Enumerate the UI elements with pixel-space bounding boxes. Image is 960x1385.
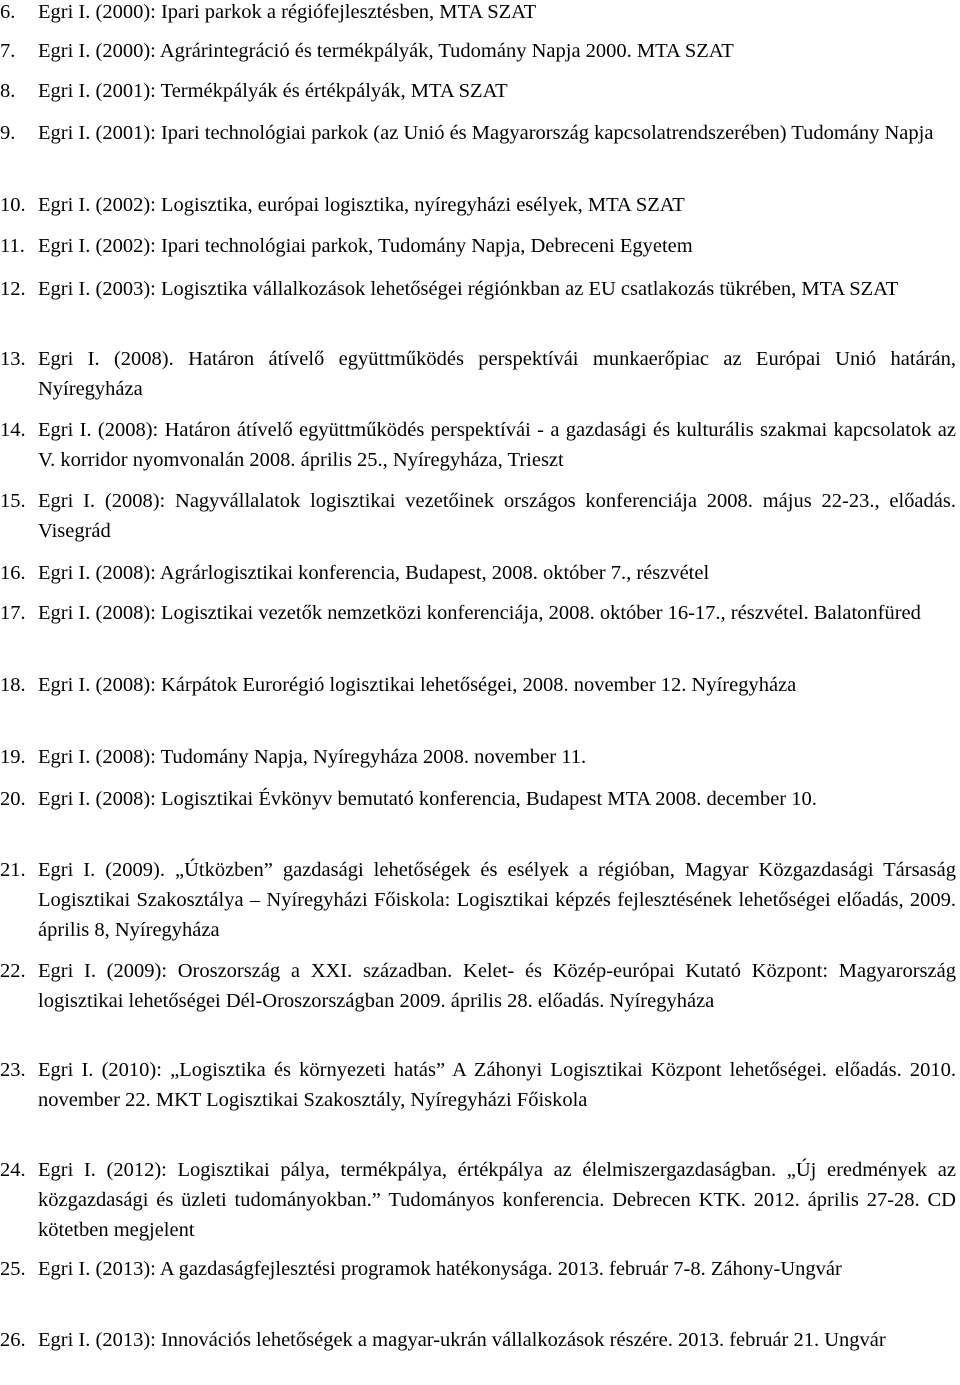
reference-text: Egri I. (2000): Agrárintegráció és termékpályák, Tudomány Napja 2000. MTA SZAT bbox=[38, 40, 734, 62]
reference-text: Egri I. (2002): Ipari technológiai parkok, Tudomány Napja, Debreceni Egyetem bbox=[38, 235, 693, 257]
reference-number: 8. bbox=[0, 80, 16, 102]
reference-text: Egri I. (2013): Innovációs lehetőségek a magyar-ukrán vállalkozások részére. 2013. február 21. Ungvár bbox=[38, 1329, 886, 1351]
reference-text: Egri I. (2008): Kárpátok Eurorégió logisztikai lehetőségei, 2008. november 12. Nyíregyháza bbox=[38, 674, 797, 696]
reference-text: Egri I. (2008): Nagyvállalatok logisztikai vezetőinek országos konferenciája 2008. május 22-23., előadás. Visegrád bbox=[38, 490, 956, 542]
reference-number: 21. bbox=[0, 859, 26, 881]
reference-text: Egri I. (2008): Határon átívelő együttműködés perspektívái - a gazdasági és kulturális szakmai kapcsolatok az V. korridor nyomvonalán 2008. április 25., Nyíregyháza, Trieszt bbox=[38, 419, 956, 471]
reference-text: Egri I. (2001): Termékpályák és értékpályák, MTA SZAT bbox=[38, 80, 508, 102]
reference-text: Egri I. (2013): A gazdaságfejlesztési programok hatékonysága. 2013. február 7-8. Záhony-Ungvár bbox=[38, 1258, 842, 1280]
reference-number: 12. bbox=[0, 278, 26, 300]
reference-text: Egri I. (2008): Logisztikai vezetők nemzetközi konferenciája, 2008. október 16-17., részvétel. Balatonfüred bbox=[38, 602, 921, 624]
reference-number: 20. bbox=[0, 788, 26, 810]
reference-number: 26. bbox=[0, 1329, 26, 1351]
reference-number: 23. bbox=[0, 1059, 26, 1081]
reference-number: 22. bbox=[0, 960, 26, 982]
reference-number: 9. bbox=[0, 122, 16, 144]
reference-number: 7. bbox=[0, 40, 16, 62]
reference-number: 15. bbox=[0, 490, 26, 512]
reference-number: 18. bbox=[0, 674, 26, 696]
reference-number: 24. bbox=[0, 1159, 26, 1181]
reference-text: Egri I. (2009): Oroszország a XXI. században. Kelet- és Közép-európai Kutató Központ: Magyarország logisztikai lehetőségei Dél-Oroszországban 2009. április 28. előadás. Nyíregyháza bbox=[38, 960, 956, 1012]
reference-text: Egri I. (2008): Logisztikai Évkönyv bemutató konferencia, Budapest MTA 2008. december 10. bbox=[38, 788, 817, 810]
reference-text: Egri I. (2010): „Logisztika és környezeti hatás” A Záhonyi Logisztikai Központ lehetőségei. előadás. 2010. november 22. MKT Logisztikai Szakosztály, Nyíregyházi Főiskola bbox=[38, 1059, 956, 1111]
reference-text: Egri I. (2009). „Útközben” gazdasági lehetőségek és esélyek a régióban, Magyar Közgazdasági Társaság Logisztikai Szakosztálya – Nyíregyházi Főiskola: Logisztikai képzés fejlesztésének lehetőségei előadás, 2009. április 8, Nyíregyháza bbox=[38, 859, 956, 941]
reference-number: 17. bbox=[0, 602, 26, 624]
reference-text: Egri I. (2008). Határon átívelő együttműködés perspektívái munkaerőpiac az Európai Unió határán, Nyíregyháza bbox=[38, 348, 956, 400]
reference-number: 14. bbox=[0, 419, 26, 441]
reference-text: Egri I. (2000): Ipari parkok a régiófejlesztésben, MTA SZAT bbox=[38, 1, 537, 23]
reference-number: 25. bbox=[0, 1258, 26, 1280]
reference-number: 11. bbox=[0, 235, 25, 257]
reference-text: Egri I. (2012): Logisztikai pálya, termékpálya, értékpálya az élelmiszergazdaságban. „Új eredmények az közgazdasági és üzleti tudományokban.” Tudományos konferencia. Debrecen KTK. 2012. április 27-28. CD kötetben megjelent bbox=[38, 1159, 956, 1241]
reference-text: Egri I. (2008): Tudomány Napja, Nyíregyháza 2008. november 11. bbox=[38, 746, 587, 768]
reference-text: Egri I. (2003): Logisztika vállalkozások lehetőségei régiónkban az EU csatlakozás tükrében, MTA SZAT bbox=[38, 278, 899, 300]
reference-text: Egri I. (2002): Logisztika, európai logisztika, nyíregyházi esélyek, MTA SZAT bbox=[38, 194, 685, 216]
reference-text: Egri I. (2001): Ipari technológiai parkok (az Unió és Magyarország kapcsolatrendszerében) Tudomány Napja bbox=[38, 122, 934, 144]
reference-number: 6. bbox=[0, 1, 16, 23]
reference-number: 16. bbox=[0, 562, 26, 584]
reference-number: 10. bbox=[0, 194, 26, 216]
reference-text: Egri I. (2008): Agrárlogisztikai konferencia, Budapest, 2008. október 7., részvétel bbox=[38, 562, 710, 584]
reference-number: 13. bbox=[0, 348, 26, 370]
reference-number: 19. bbox=[0, 746, 26, 768]
